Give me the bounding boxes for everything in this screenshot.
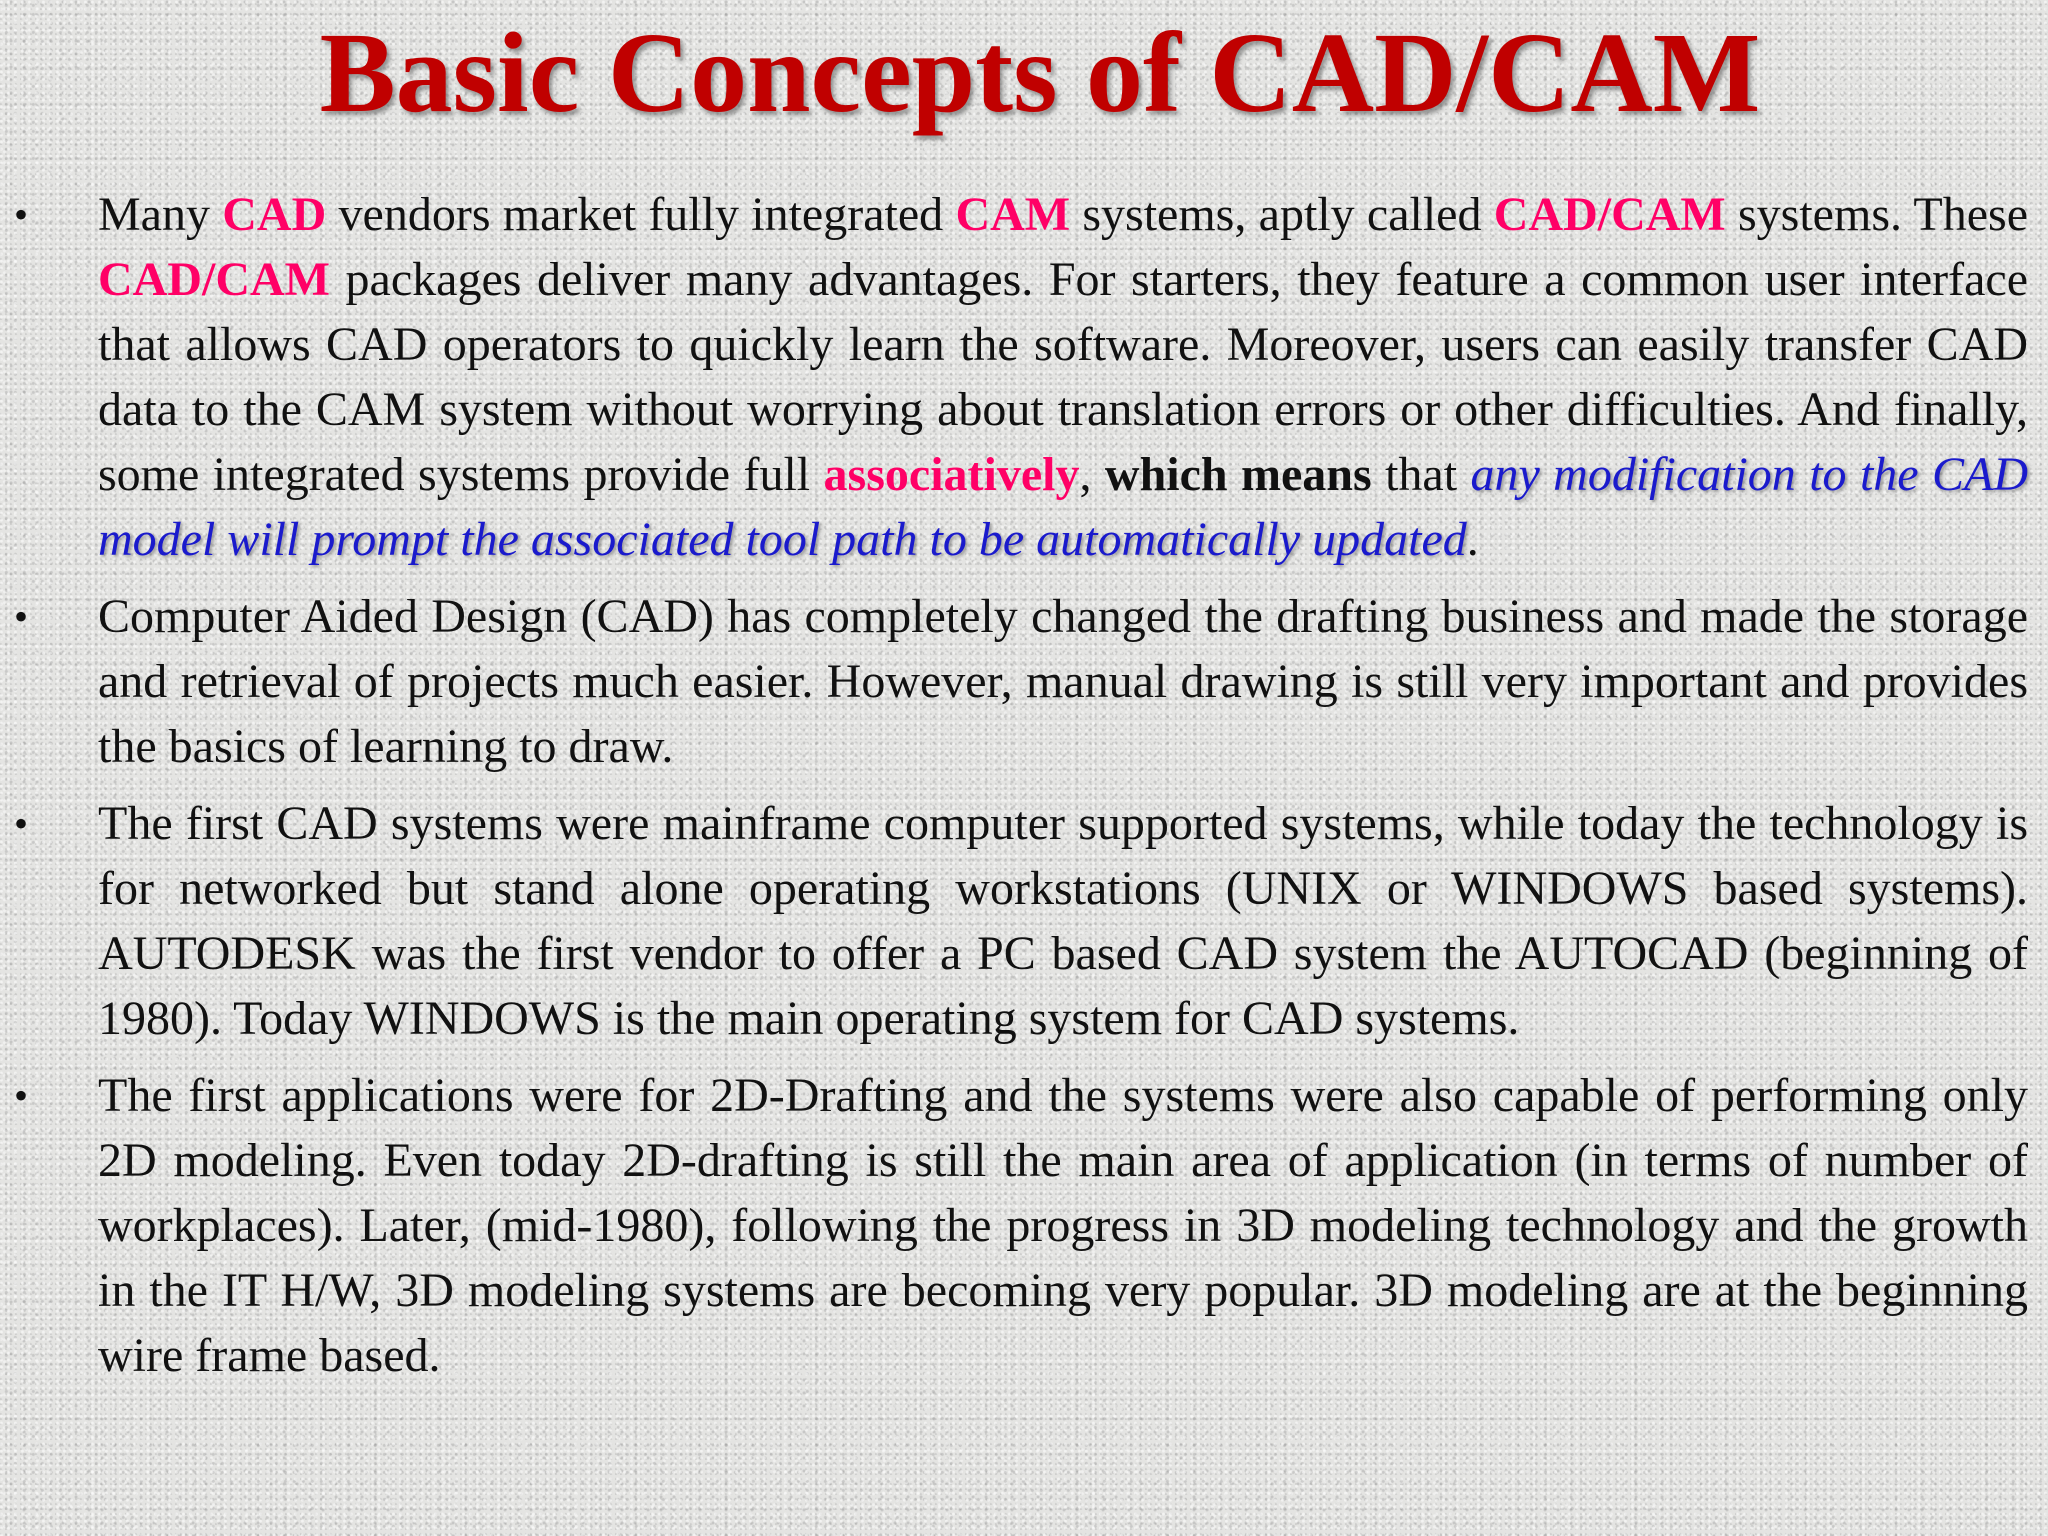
bullet-text: The first CAD systems were mainframe computer supported systems, while today the technology is for networked but stand alone operating workstations (UNIX or WINDOWS based systems). AUTODESK was the first vendor to offer a PC based CAD system the AUTOCAD (beginning of 1980). Today WINDOWS is the main operating system for CAD systems. <box>98 797 2028 1045</box>
bullet-item-cadcam-integration <box>0 182 2048 572</box>
bullet-item-cad-drafting <box>0 584 2048 779</box>
bullet-item-2d-3d-modeling <box>0 1063 2048 1388</box>
bullet-icon: • <box>14 1073 29 1118</box>
bullet-icon: • <box>14 192 29 237</box>
bullet-icon: • <box>14 801 29 846</box>
highlight-term: CAD <box>222 188 327 241</box>
bold-phrase: which means <box>1104 448 1372 501</box>
highlight-term: CAD/CAM <box>1493 188 1726 241</box>
emphasis-phrase: any modification to the CAD model will prompt the associated tool path to be automatically updated <box>98 448 2028 566</box>
bullet-item-cad-history <box>0 791 2048 1051</box>
bullet-text: Many <box>98 188 223 241</box>
bullet-text: The first applications were for 2D-Drafting and the systems were also capable of performing only 2D modeling. Even today 2D-drafting is still the main area of application (in terms of number of workplaces). Later, (mid-1980), following the progress in 3D modeling technology and the growth in the IT H/W, 3D modeling systems are becoming very popular. 3D modeling are at the beginning wire frame based. <box>98 1069 2028 1382</box>
bullet-text: , <box>1079 448 1105 501</box>
bullet-text: Computer Aided Design (CAD) has completely changed the drafting business and made the storage and retrieval of projects much easier. However, manual drawing is still very important and provides the basics of learning to draw. <box>98 590 2028 773</box>
slide-title: Basic Concepts of CAD/CAM <box>319 9 1761 136</box>
bullet-text: systems. These <box>1725 188 2029 241</box>
bullet-text: systems, aptly called <box>1070 188 1494 241</box>
highlight-term: associatively <box>823 448 1080 501</box>
bullet-list <box>0 182 2048 1400</box>
bullet-text: vendors market fully integrated <box>326 188 956 241</box>
bullet-icon: • <box>14 594 29 639</box>
highlight-term: CAM <box>955 188 1071 241</box>
bullet-text: packages deliver many advantages. For starters, they feature a common user interface that allows CAD operators to quickly learn the software. Moreover, users can easily transfer CAD data to the CAM system without worrying about translation errors or other difficulties. And finally, some integrated systems provide full <box>98 253 2028 501</box>
bullet-text: that <box>1371 448 1471 501</box>
bullet-text: . <box>1466 513 1479 566</box>
highlight-term: CAD/CAM <box>98 253 330 306</box>
